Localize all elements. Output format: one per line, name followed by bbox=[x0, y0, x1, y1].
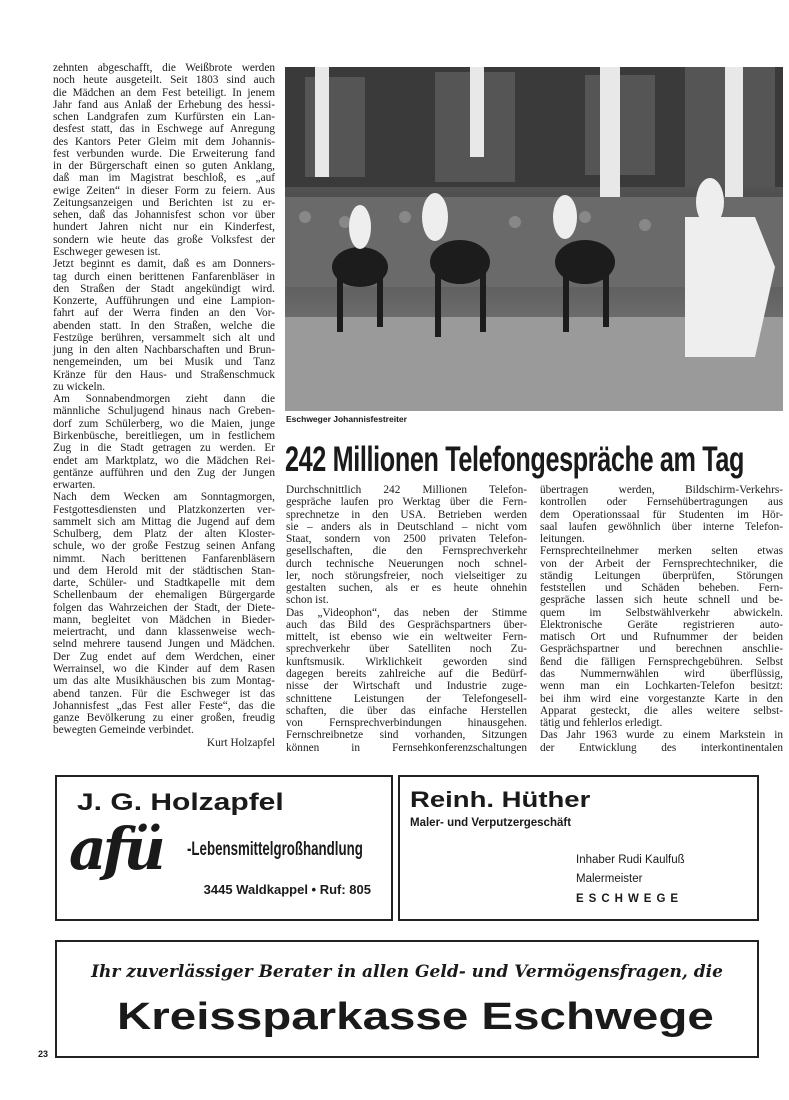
text-line: schon ist. bbox=[286, 594, 329, 607]
text-line: selnd mehrere tausend Jungen und Mädchen. bbox=[53, 638, 275, 651]
text-line: Birkenbüsche, bereitliegen, um in festlichem bbox=[53, 429, 275, 442]
text-line: können in Fernsehkonferenzschaltungen bbox=[286, 741, 527, 754]
text-line: Fernsprechteilnehmer merken selten etwas bbox=[540, 545, 783, 558]
text-line: dorf zum Schülerberg, wo die Maien, junge bbox=[53, 417, 275, 430]
text-line: nisse der Wirtschaft und Industrie zuge- bbox=[286, 680, 527, 693]
text-line: gestalten suchen, als er es heute ohnehin bbox=[286, 582, 527, 595]
text-line: um das alte Musikhäuschen bis zum Montag- bbox=[53, 675, 275, 688]
afu-logo: afü bbox=[69, 815, 162, 883]
text-line: den Straßen der Stadt angekündigt wird. bbox=[53, 282, 275, 295]
text-line: Schulberg, dem Platz der alten Kloster- bbox=[53, 528, 275, 541]
text-line: desfest statt, das in Eschwege auf Anregung bbox=[53, 123, 275, 136]
text-line: Apparat gesteckt, die alles weitere selbst- bbox=[540, 704, 783, 717]
text-line: Fernschreibnetze sind vorhanden, Sitzungen bbox=[286, 729, 527, 742]
text-line: Festgottesdiensten und Platzkonzerten ver- bbox=[53, 503, 275, 516]
text-line: ler, noch störungsfreier, noch vielseitiger zu bbox=[286, 569, 527, 582]
text-line: zu wickeln. bbox=[53, 380, 106, 393]
ad-huether-owner: Inhaber Rudi Kaulfuß bbox=[576, 854, 685, 866]
text-line: sehen, daß das Johannisfest schon vor über bbox=[53, 209, 275, 222]
text-line: Werrainsel, wo die Kinder auf dem Rasen bbox=[53, 663, 275, 676]
text-line: bewegten Gemeinde verbindet. bbox=[53, 724, 194, 737]
article-author: Kurt Holzapfel bbox=[206, 736, 275, 749]
text-line: erwarten. bbox=[53, 479, 96, 492]
text-line: Das „Videophon“, das neben der Stimme bbox=[286, 606, 527, 619]
article-headline: 242 Millionen Telefongespräche am Tag bbox=[285, 440, 745, 479]
text-line: Zeitungsanzeigen und Berichten ist zu er- bbox=[53, 196, 275, 209]
text-line: leitungen. bbox=[540, 533, 585, 546]
text-line: gespräche lassen sich heute schnell und be- bbox=[540, 594, 783, 607]
text-line: ewige Zeiten“ in dieser Form zu feiern. Aus bbox=[53, 184, 275, 197]
text-line: quem im Selbstwählverkehr abwickeln. bbox=[540, 606, 783, 619]
text-line: der Entwicklung des interkontinentalen bbox=[540, 741, 783, 754]
text-line: darte, Schüler- und Stadtkapelle mit dem bbox=[53, 577, 275, 590]
ad-kreissparkasse bbox=[55, 940, 759, 1058]
text-line: dem Operationssaal für Studenten im Hör- bbox=[540, 508, 783, 521]
text-line: Eschweger gewesen ist. bbox=[53, 245, 161, 258]
text-line: Festzüge berühren, versammelt sich alt und bbox=[53, 331, 275, 344]
text-line: mann, begleitet von Mädchen in Bieder- bbox=[53, 613, 275, 626]
text-line: mittelt, ist ebenso wie ein weltweiter Fern- bbox=[286, 631, 527, 644]
text-line: wenn man ein Lochkarten-Telefon besitzt: bbox=[540, 680, 783, 693]
text-line: Gesprächspartner und berechnen anschlie- bbox=[540, 643, 783, 656]
page-number: 23 bbox=[38, 1049, 49, 1059]
ad-holzapfel-business: -Lebensmittelgroßhandlung bbox=[187, 839, 363, 860]
text-line: feststellen und Schäden beheben. Fern- bbox=[540, 582, 783, 595]
text-line: die Mädchen an dem Fest beteiligt. In jenem bbox=[53, 86, 275, 99]
ad-huether-business: Maler- und Verputzergeschäft bbox=[410, 817, 572, 829]
text-line: Johannisfest „das Fest aller Feste“, das die bbox=[53, 699, 275, 712]
text-line: auch das Bild des Gesprächspartners über- bbox=[286, 618, 527, 631]
text-line: tag durch einen berittenen Fanfarenbläser in bbox=[53, 270, 275, 283]
text-line: Zug in die Stadt getragen zu werden. Er bbox=[53, 442, 275, 455]
text-line: sie – anders als in Deutschland – nicht vom bbox=[286, 520, 527, 533]
text-line: in der Bürgerschaft einen so guten Anklang, bbox=[53, 160, 275, 173]
text-line: von Fernsprechverbindungen hinausgehen. bbox=[286, 717, 527, 730]
text-line: folgen das Wahrzeichen der Stadt, der Diete- bbox=[53, 601, 275, 614]
text-line: schnittene Leistungen der Telefongesell- bbox=[286, 692, 527, 705]
ad-holzapfel-name: J. G. Holzapfel bbox=[77, 789, 284, 816]
text-line: schule, wo der große Festzug seinen Anfang bbox=[53, 540, 275, 553]
text-line: nengemeinden, um bei Musik und Tanz bbox=[53, 356, 275, 369]
text-line: sammelt sich am Mittag die Jugend auf dem bbox=[53, 515, 275, 528]
parade-photo bbox=[285, 67, 783, 411]
text-line: Der Zug endet auf dem Werdchen, einer bbox=[53, 650, 275, 663]
text-line: daß man im Magistrat beschloß, es „auf bbox=[53, 172, 275, 185]
article-middle-column bbox=[286, 484, 527, 754]
ad-huether-name: Reinh. Hüther bbox=[410, 787, 591, 812]
text-line: Elektronische Geräte registrieren auto- bbox=[540, 618, 783, 631]
text-line: kontrollen oder Fernsehübertragungen aus bbox=[540, 496, 783, 509]
text-line: schen Landgrafen zum Kurfürsten ein Lan- bbox=[53, 111, 275, 124]
text-line: abenden statt. In den Straßen, welche die bbox=[53, 319, 275, 332]
text-line: das Nummernwählen wird überflüssig, bbox=[540, 667, 783, 680]
text-line: meiertracht, und dann klassenweise wech- bbox=[53, 626, 275, 639]
ad-huether bbox=[398, 775, 759, 921]
text-line: des Kantors Peter Gleim mit dem Johannis- bbox=[53, 135, 275, 148]
text-line: gespräche laufen pro Werktag über die Fern- bbox=[286, 496, 527, 509]
text-line: bei ihm wird eine vorgestanzte Karte in den bbox=[540, 692, 783, 705]
ad-huether-title: Malermeister bbox=[576, 873, 643, 885]
text-line: Kränze für den Haus- und Straßenschmuck bbox=[53, 368, 275, 381]
text-line: ganze Bevölkerung zu einer großen, freudig bbox=[53, 712, 275, 725]
text-line: übertragen werden, Bildschirm-Verkehrs- bbox=[540, 484, 783, 496]
text-line: Jahr fand aus Anlaß der Erhebung des hessi- bbox=[53, 98, 275, 111]
article-right-column bbox=[540, 484, 783, 754]
text-line: sondern wie heute das große Volksfest der bbox=[53, 233, 275, 246]
ad-huether-owner-block bbox=[576, 851, 685, 889]
text-line: tätig und fehlerlos erledigt. bbox=[540, 717, 663, 730]
left-article-column bbox=[53, 62, 275, 749]
text-line: noch heute ausgeteilt. Seit 1803 sind auch bbox=[53, 74, 275, 87]
text-line: gesellschaften, die den Fernsprechverkehr bbox=[286, 545, 527, 558]
text-line: hundert Jahren nicht nur ein Kinderfest, bbox=[53, 221, 275, 234]
text-line: Konzerte, Aufführungen und eine Lampion- bbox=[53, 295, 275, 308]
text-line: fest verbunden wurde. Die Erweiterung fand bbox=[53, 147, 275, 160]
text-line: gentänze aufführen und den Zug der Jungen bbox=[53, 466, 275, 479]
text-line: sprechverkehr über Satelliten noch Zu- bbox=[286, 643, 527, 656]
text-line: Am Sonnabendmorgen zieht dann die bbox=[53, 393, 275, 406]
text-line: Durchschnittlich 242 Millionen Telefon- bbox=[286, 484, 527, 496]
text-line: ßend die fälligen Fernsprechgebühren. Selbst bbox=[540, 655, 783, 668]
text-line: dagegen bereits zahlreiche auf die Bedürf- bbox=[286, 667, 527, 680]
text-line: abend tanzen. Für die Eschweger ist das bbox=[53, 687, 275, 700]
text-line: zehnten abgeschafft, die Weißbrote werden bbox=[53, 62, 275, 74]
ad-huether-city: ESCHWEGE bbox=[576, 893, 684, 905]
text-line: männliche Schuljugend hinaus nach Greben- bbox=[53, 405, 275, 418]
ad-kreissparkasse-slogan: Ihr zuverlässiger Berater in allen Geld- und Vermögensfragen, die bbox=[91, 962, 723, 982]
text-line: von der Arbeit der Fernsprechtechniker, die bbox=[540, 557, 783, 570]
text-line: Schellenbaum der ehemaligen Bürgergarde bbox=[53, 589, 275, 602]
photo-caption: Eschweger Johannisfestreiter bbox=[286, 414, 407, 424]
text-line: Nach dem Wecken am Sonntagmorgen, bbox=[53, 491, 275, 504]
text-line: ständig Leitungen überprüfen, Störungen bbox=[540, 569, 783, 582]
text-line: Jetzt beginnt es damit, daß es am Donners- bbox=[53, 258, 275, 271]
ad-kreissparkasse-name: Kreissparkasse Eschwege bbox=[117, 996, 714, 1038]
text-line: saal laufen gewöhnlich über interne Telefon- bbox=[540, 520, 783, 533]
text-line: Staat, sondern von 2500 privaten Telefon- bbox=[286, 533, 527, 546]
text-line: schaften, die über das einfache Herstellen bbox=[286, 704, 527, 717]
text-line: kunftsmusik. Wirklichkeit geworden sind bbox=[286, 655, 527, 668]
text-line: endet am Marktplatz, wo die Mädchen Rei- bbox=[53, 454, 275, 467]
text-line: fahrt auf der Werra finden an den Vor- bbox=[53, 307, 275, 320]
text-line: Das Jahr 1963 wurde zu einem Markstein in bbox=[540, 729, 783, 742]
text-line: sprechnetze in den USA. Betrieben werden bbox=[286, 508, 527, 521]
text-line: matisch Ort und Rufnummer der beiden bbox=[540, 631, 783, 644]
text-line: und dem Herold mit der städtischen Stan- bbox=[53, 564, 275, 577]
ad-holzapfel bbox=[55, 775, 393, 921]
text-line: durch technische Neuerungen noch schnel- bbox=[286, 557, 527, 570]
text-line: jung in den alten Nachbarschaften und Brun- bbox=[53, 344, 275, 357]
ad-holzapfel-address: 3445 Waldkappel • Ruf: 805 bbox=[203, 882, 371, 897]
horse-riders-image bbox=[285, 67, 783, 411]
text-line: nimmt. Nach berittenen Fanfarenbläsern bbox=[53, 552, 275, 565]
